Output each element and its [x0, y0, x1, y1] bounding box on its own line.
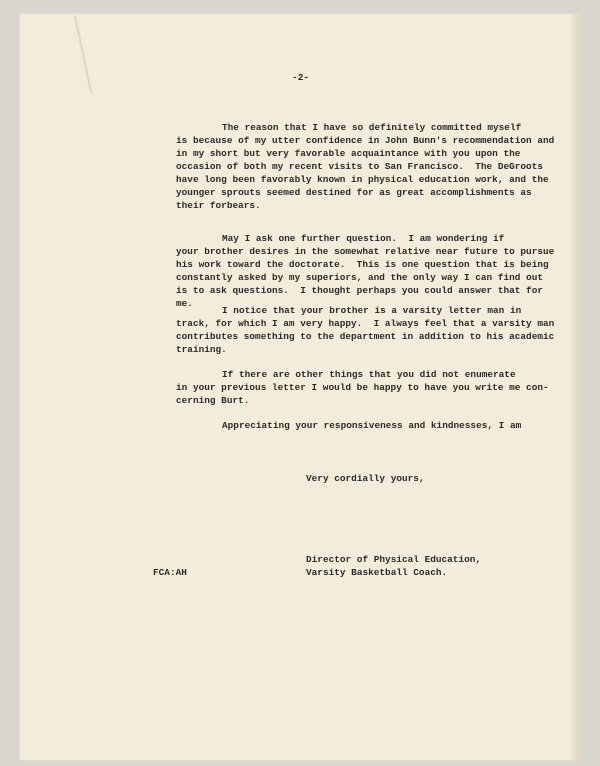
paragraph-2-line-4: constantly asked by my superiors, and the only way I can find out [176, 272, 543, 283]
paragraph-3-line-2: track, for which I am very happy. I always feel that a varsity man [176, 318, 555, 329]
paragraph-1-line-3: in my short but very favorable acquaintance with you upon the [176, 148, 521, 159]
paragraph-3-line-1: I notice that your brother is a varsity letter man in [222, 305, 522, 316]
paragraph-4-line-1: If there are other things that you did not enumerate [222, 369, 516, 380]
paragraph-4-line-2: in your previous letter I would be happy to have you write me con- [176, 382, 549, 393]
paragraph-1-line-5: have long been favorably known in physical education work, and the [176, 174, 549, 185]
paragraph-3-line-4: training. [176, 344, 227, 355]
paragraph-2-line-6: me. [176, 298, 193, 309]
closing: Very cordially yours, [306, 473, 425, 484]
typist-initials: FCA:AH [153, 567, 187, 578]
signature-title-line-2: Varsity Basketball Coach. [306, 567, 448, 578]
page-number: -2- [292, 72, 310, 83]
signature-title-line-1: Director of Physical Education, [306, 554, 482, 565]
paragraph-2-line-5: is to ask questions. I thought perhaps you could answer that for [176, 285, 543, 296]
paragraph-2-line-2: your brother desires in the somewhat relative near future to pursue [176, 246, 555, 257]
paragraph-1-line-1: The reason that I have so definitely committed myself [222, 122, 522, 133]
paragraph-1-line-4: occasion of both my recent visits to San Francisco. The DeGroots [176, 161, 543, 172]
paragraph-3-line-3: contributes something to the department in addition to his academic [176, 331, 555, 342]
paragraph-1-line-6: younger sprouts seemed destined for as great accomplishments as [176, 187, 532, 198]
paragraph-2-line-1: May I ask one further question. I am wondering if [222, 233, 505, 244]
paragraph-5-line-1: Appreciating your responsiveness and kindnesses, I am [222, 420, 522, 431]
paragraph-1-line-2: is because of my utter confidence in John Bunn's recommendation and [176, 135, 555, 146]
paragraph-1-line-7: their forbears. [176, 200, 261, 211]
paragraph-2-line-3: his work toward the doctorate. This is one question that is being [176, 259, 549, 270]
paragraph-4-line-3: cerning Burt. [176, 395, 250, 406]
